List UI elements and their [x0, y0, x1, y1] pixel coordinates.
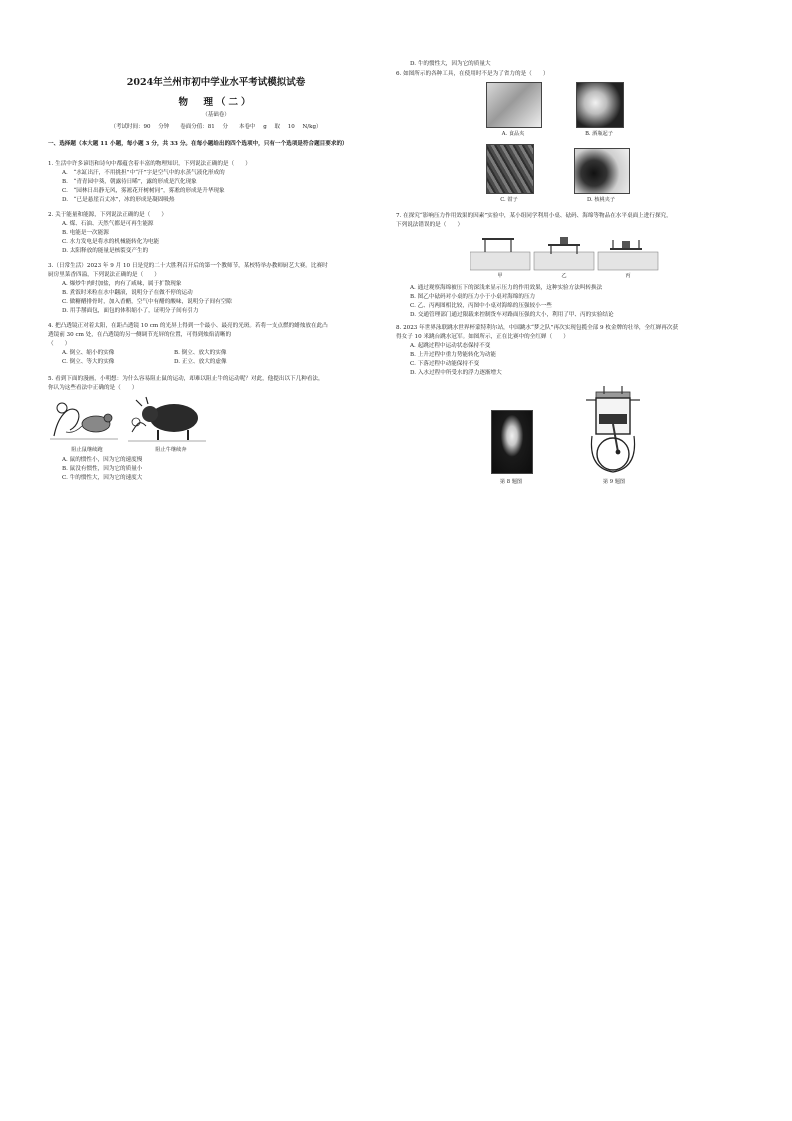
option-b: B. 煮饭时米粒在水中翻滚，说明分子在做不停的运动: [62, 290, 193, 296]
option-d: D. “已是悬崖百丈冰”，冰的形成是凝固吸热: [62, 197, 175, 203]
photo-food-tongs: [486, 82, 542, 128]
fig-label-bing: 丙: [625, 273, 631, 279]
question-stem-line-1: 3.（日常生活）2023 年 9 月 10 日是党的二十大胜利召开后的第一个教师节，某校特举办教师厨艺大赛。比赛时: [48, 263, 328, 269]
option-b: B. 上升过程中重力势能转化为动能: [410, 352, 496, 358]
option-c: C. 做糖醋排骨时，加入香醋，空气中有醋的酸味，说明分子间有空隙: [62, 299, 232, 305]
question-3: [48, 262, 328, 316]
option-d: D. 入水过程中所受水的浮力逐渐增大: [410, 370, 502, 376]
option-d: D. 用手掰面包，面包的体积缩小了，证明分子间有引力: [62, 308, 199, 314]
fig8-caption: 第 8 题图: [499, 479, 523, 485]
option-b: B. 鼠没有惯性，因为它的质量小: [62, 466, 143, 472]
option-d: D. 太阳释放的能量是核裂变产生的: [62, 248, 149, 254]
option-b: B. 图乙中砝码对小桌的压力小于小桌对海绵的压力: [410, 294, 536, 300]
question-stem-line-2: 厨房里菜香四溢，下列说法正确的是（ ）: [48, 272, 160, 278]
fig-label-yi: 乙: [561, 273, 567, 279]
option-a: A. 通过观察海绵被压下的深浅来显示压力的作用效果，这种实验方法叫转换法: [410, 285, 603, 291]
option-d: D. 牛的惯性大，因为它的质量大: [410, 61, 491, 67]
question-7-options: [396, 284, 614, 320]
caption-a: A. 食品夹: [501, 131, 525, 137]
photo-nutcracker: [574, 148, 630, 194]
question-2: [48, 211, 167, 256]
option-b: B. 倒立、放大的实像: [174, 350, 227, 356]
option-c: C. 乙、丙两图相比较，丙图中小桌对海绵的压强较小一些: [410, 303, 552, 309]
question-5-options: [48, 456, 142, 483]
question-stem-line-1: 4. 把凸透镜正对着太阳，在距凸透镜 10 cm 的光屏上得到一个最小、最亮的光斑。若将一支点燃的蜡烛放在此凸: [48, 323, 328, 329]
question-5-option-d: [396, 60, 491, 69]
fig-label-jia: 甲: [497, 273, 503, 279]
option-d: D. 正立、放大的虚像: [174, 359, 227, 365]
caption-mouse: 阻止鼠继续跑: [71, 447, 103, 453]
question-stem-line-3: （ ）: [48, 341, 71, 347]
question-6: [396, 70, 549, 79]
question-stem-line-1: 8. 2023 年世界泳联跳水世界杯蒙特利尔站，中国跳水“梦之队”再次实现包揽全部 9 枚金牌的壮举，全红婵再次获: [396, 325, 679, 331]
fig9-caption: 第 9 题图: [602, 479, 626, 485]
question-stem-line-1: 5. 看到下面的漫画，小明想：为什么容易阻止鼠的运动，却难以阻止牛的运动呢？对此，他提出以下几种看法，: [48, 376, 324, 382]
caption-b: B. 酒瓶起子: [585, 131, 613, 137]
photo-pliers: [486, 144, 534, 194]
section-heading: 一、选择题（本大题 11 小题，每小题 3 分，共 33 分。在每小题给出的四个选项中，只有一个选项是符合题目要求的）: [48, 141, 348, 147]
option-c: C. 水力发电是将水的机械能转化为电能: [62, 239, 160, 245]
option-c: C. 下落过程中动能保持不变: [410, 361, 480, 367]
exam-info: （考试时间：90 分钟 卷面分值：81 分 本卷中 g 取 10 N/kg）: [110, 124, 322, 130]
option-b: B. 电能是一次能源: [62, 230, 109, 236]
edition-label: （基础卷）: [202, 112, 230, 118]
question-stem-line-2: 得女子 10 米跳台跳水冠军。如图所示，正在比赛中的全红婵（ ）: [396, 334, 569, 340]
caption-c: C. 钳子: [500, 197, 518, 203]
option-a: A. 煤、石油、天然气都是可再生能源: [62, 221, 154, 227]
option-a: A. 倒立、缩小的实像: [62, 350, 115, 356]
question-stem-line-1: 7. 在探究“影响压力作用效果的因素”实验中，某小组同学利用小桌、砝码、海绵等物品在水平桌面上进行探究，: [396, 213, 672, 219]
question-stem: 2. 关于能量和能源，下列说法正确的是（ ）: [48, 212, 167, 218]
cartoon-bull: [128, 392, 206, 444]
question-stem-line-2: 你认为这些看法中正确的是（ ）: [48, 385, 138, 391]
question-1: [48, 160, 251, 205]
photo-diver: [491, 410, 533, 474]
caption-d: D. 核桃夹子: [586, 197, 616, 203]
option-a: A. 爆炒牛肉时加盐，肉有了咸味，属于扩散现象: [62, 281, 182, 287]
photo-bottle-opener: [576, 82, 624, 128]
cartoon-mouse: [48, 396, 120, 442]
exam-title: 2024年兰州市初中学业水平考试模拟试卷: [126, 77, 306, 88]
question-7: [396, 212, 672, 230]
question-4: [48, 322, 328, 367]
question-stem-line-2: 下列说法错误的是（ ）: [396, 222, 464, 228]
option-d: D. 交通管理部门通过限载来控制货车对路面压强的大小，利用了甲、丙的实验结论: [410, 312, 614, 318]
option-b: B. “青青园中葵，朝露待日晞”，露的形成是汽化现象: [62, 179, 197, 185]
option-c: C. “园林日出静无风，雾凇花开树树同”，雾凇的形成是升华现象: [62, 188, 225, 194]
question-stem: 1. 生活中许多谚语和诗句中都蕴含着丰富的物理知识，下列说法正确的是（ ）: [48, 161, 251, 167]
engine-cylinder-diagram: [582, 384, 644, 476]
caption-bull: 阻止牛继续奔: [155, 447, 187, 453]
option-a: A. 起跳过程中运动状态保持不变: [410, 343, 491, 349]
question-stem: 6. 如图所示的各种工具，在使用时不是为了省力的是（ ）: [396, 71, 549, 77]
question-stem-line-2: 透镜前 30 cm 处，在凸透镜的另一侧调节光屏的位置，可得到烛焰清晰的: [48, 332, 232, 338]
exam-subtitle: 物 理（二）: [178, 97, 254, 108]
option-c: C. 牛的惯性大，因为它的速度大: [62, 475, 143, 481]
question-5: [48, 375, 324, 393]
option-a: A. “水缸出汗，不用挑担”中“汗”字是空气中的水蒸气液化形成的: [62, 170, 225, 176]
option-a: A. 鼠的惯性小，因为它的速度慢: [62, 457, 143, 463]
question-8: [396, 324, 678, 378]
option-c: C. 倒立、等大的实像: [62, 359, 115, 365]
